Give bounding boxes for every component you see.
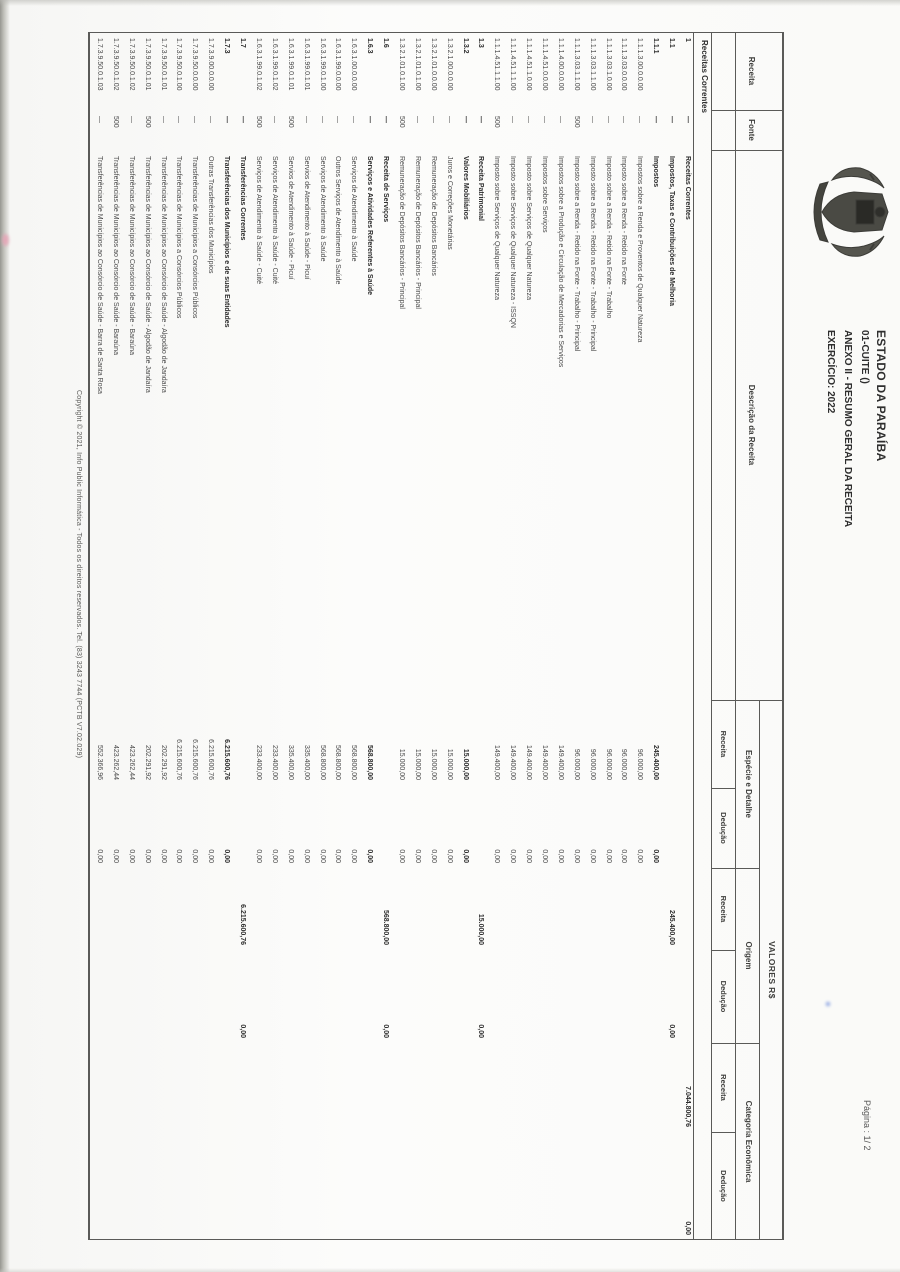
row-description: Transferências de Municípios a Consórcios Públicos	[191, 156, 199, 319]
blue-ink-speck	[826, 1002, 830, 1006]
doc-title-anexo: ANEXO II - RESUMO GERAL DA RECEITA	[842, 330, 853, 528]
row-fonte: 500	[143, 116, 151, 128]
row-especie-deducao: 0,00	[525, 849, 533, 863]
row-especie-receita: 15.000,00	[445, 748, 453, 780]
scan-edge-shadow-left	[0, 0, 900, 6]
leaf-header-ori-receita: Receita	[719, 895, 728, 923]
row-especie-deducao: 0,00	[159, 849, 167, 863]
row-code: 1.6.3	[366, 38, 374, 54]
row-fonte: —	[191, 116, 199, 123]
table-row	[583, 32, 599, 1240]
table-row	[662, 32, 678, 1240]
row-code: 1.1.1.4.51.1.1.00	[493, 38, 501, 91]
row-fonte: 500	[397, 116, 405, 128]
row-especie-receita: 6.215.600,76	[175, 739, 183, 780]
row-code: 1.1.1.3.03.1.1.00	[572, 38, 580, 91]
row-description: Receita de Serviços	[382, 156, 390, 223]
row-code: 1.6.3.1.99.0.1.01	[286, 38, 294, 91]
table-row	[170, 32, 186, 1240]
table-row	[217, 32, 233, 1240]
row-fonte: —	[270, 116, 278, 123]
rule-under-groups	[735, 32, 736, 1240]
row-especie-deducao: 0,00	[620, 849, 628, 863]
doc-title-estado: ESTADO DA PARAÍBA	[874, 330, 888, 462]
row-especie-receita: 149.400,00	[556, 744, 564, 780]
row-description: Transferências dos Municípios e de suas Entidades	[223, 156, 231, 328]
row-fonte: —	[588, 116, 596, 123]
row-fonte: —	[127, 116, 135, 123]
group-header-especie: Espécie e Detalhe	[744, 749, 753, 819]
table-row	[360, 32, 376, 1240]
leaf-header-cat-receita: Receita	[719, 1074, 728, 1101]
row-fonte: —	[525, 116, 533, 123]
row-fonte: —	[207, 116, 215, 123]
doc-title-exercicio: EXERCÍCIO: 2022	[825, 330, 836, 414]
section-label: Receitas Correntes	[700, 40, 709, 113]
row-code: 1.6.3.1.00.0.0.00	[350, 38, 358, 91]
row-description: Outros Serviços de Atendimento à Saúde	[334, 156, 342, 285]
table-row	[472, 32, 488, 1240]
row-fonte: —	[413, 116, 421, 123]
row-especie-deducao: 0,00	[350, 849, 358, 863]
table-row	[519, 32, 535, 1240]
table-row	[503, 32, 519, 1240]
row-especie-receita: 6.215.600,76	[223, 739, 231, 780]
row-especie-deducao: 0,00	[413, 849, 421, 863]
row-fonte: —	[318, 116, 326, 123]
row-description: Juros e Correções Monetárias	[445, 156, 453, 250]
row-especie-receita: 423.262,44	[127, 744, 135, 780]
table-row	[329, 32, 345, 1240]
row-especie-deducao: 0,00	[111, 849, 119, 863]
row-especie-deducao: 0,00	[334, 849, 342, 863]
row-origem-receita: 245.400,00	[668, 909, 676, 945]
row-fonte: 500	[286, 116, 294, 128]
row-especie-deducao: 0,00	[509, 849, 517, 863]
row-especie-receita: 568.800,00	[350, 744, 358, 780]
col-header-fonte: Fonte	[747, 119, 756, 141]
row-fonte: —	[636, 116, 644, 123]
row-especie-receita: 423.262,44	[111, 744, 119, 780]
row-code: 1.7.3.9.50.0.1.02	[111, 38, 119, 91]
row-code: 1.3.2.1.00.0.0.00	[445, 38, 453, 91]
row-fonte: —	[429, 116, 437, 123]
page-number: Página : 1/ 2	[862, 1100, 872, 1151]
table-row	[551, 32, 567, 1240]
table-row	[567, 32, 583, 1240]
row-code: 1.7.3.9.50.0.1.01	[143, 38, 151, 91]
row-especie-receita: 149.400,00	[493, 744, 501, 780]
table-row	[487, 32, 503, 1240]
leaf-header-cat-deducao: Dedução	[719, 1170, 728, 1202]
table-row	[599, 32, 615, 1240]
row-code: 1.7	[239, 38, 247, 48]
row-code: 1.3.2.1.01.0.1.00	[397, 38, 405, 91]
row-especie-deducao: 0,00	[207, 849, 215, 863]
row-description: Impostos sobre a Produção e Circulação de Mercadorias e Serviços	[556, 156, 564, 368]
row-especie-receita: 149.400,00	[509, 744, 517, 780]
table-row	[376, 32, 392, 1240]
scan-edge-shadow-right	[0, 1268, 900, 1272]
row-origem-receita: 6.215.600,76	[239, 904, 247, 945]
row-especie-receita: 233.400,00	[254, 744, 262, 780]
row-description: Impostos	[652, 156, 660, 188]
row-fonte: —	[382, 116, 390, 123]
row-fonte: 500	[572, 116, 580, 128]
leaf-header-esp-receita: Receita	[719, 730, 728, 758]
row-especie-deducao: 0,00	[191, 849, 199, 863]
row-especie-receita: 149.400,00	[525, 744, 533, 780]
row-fonte: —	[668, 116, 676, 123]
row-description: Outras Transferências dos Municípios	[207, 156, 215, 274]
rule-under-valores	[759, 700, 760, 1240]
coat-of-arms-logo	[812, 152, 894, 272]
row-especie-receita: 245.400,00	[652, 744, 660, 780]
table-row	[344, 32, 360, 1240]
row-code: 1.3.2.1.01.0.0.00	[429, 38, 437, 91]
row-especie-deducao: 0,00	[588, 849, 596, 863]
row-fonte: —	[445, 116, 453, 123]
row-especie-receita: 15.000,00	[429, 748, 437, 780]
row-description: Imposto sobre a Renda - Retido na Fonte	[620, 156, 628, 285]
table-row	[408, 32, 424, 1240]
row-especie-receita: 15.000,00	[461, 748, 469, 780]
row-description: Impostos sobre a Renda e Proventos de Qualquer Natureza	[636, 156, 644, 343]
row-fonte: —	[175, 116, 183, 123]
row-code: 1.6.3.1.99.0.0.00	[334, 38, 342, 91]
col-group-valores: VALORES R$	[767, 941, 777, 999]
row-especie-deducao: 0,00	[429, 849, 437, 863]
row-fonte: 500	[493, 116, 501, 128]
table-row	[630, 32, 646, 1240]
table-row	[249, 32, 265, 1240]
section-band	[694, 32, 712, 1240]
copyright-footer: Copyright © 2021, Info Public Informática - Todos os direitos reservados. Tel. (83) 3243 7744 (PCTB V7.02.029)	[75, 390, 82, 759]
row-code: 1.3.2.1.01.0.1.00	[413, 38, 421, 91]
row-especie-deducao: 0,00	[318, 849, 326, 863]
row-code: 1.1.1.4.00.0.0.00	[556, 38, 564, 91]
row-fonte: —	[540, 116, 548, 123]
row-description: Serviços de Atendimento à Saúde - Cuité	[254, 156, 262, 285]
row-code: 1.1.1.4.51.0.0.00	[540, 38, 548, 91]
row-code: 1.7.3.9.50.0.1.00	[175, 38, 183, 91]
table-row	[313, 32, 329, 1240]
row-description: Servios de Atendimento à Saúde - Picuí	[302, 156, 310, 280]
table-row	[201, 32, 217, 1240]
row-especie-receita: 96.000,00	[572, 748, 580, 780]
row-especie-deducao: 0,00	[397, 849, 405, 863]
row-fonte: —	[302, 116, 310, 123]
row-description: Impostos sobre Serviços	[540, 156, 548, 233]
row-description: Servios de Atendimento à Saúde - Picuí	[286, 156, 294, 280]
table-row	[122, 32, 138, 1240]
row-especie-deducao: 0,00	[270, 849, 278, 863]
row-especie-receita: 335.400,00	[286, 744, 294, 780]
row-fonte: —	[96, 116, 104, 123]
row-fonte: —	[684, 116, 691, 123]
row-especie-receita: 202.291,92	[159, 744, 167, 780]
row-code: 1.1.1.3.03.1.1.00	[588, 38, 596, 91]
row-code: 1.6.3.1.99.0.1.00	[318, 38, 326, 91]
row-description: Transferências de Municípios a Consórcios Públicos	[175, 156, 183, 319]
group-header-origem: Origem	[744, 941, 753, 970]
row-description: Serviços e Atividades Referentes à Saúde	[366, 156, 374, 296]
row-especie-deducao: 0,00	[223, 849, 231, 863]
row-especie-receita: 568.800,00	[334, 744, 342, 780]
row-description: Imposto sobre Serviços de Qualquer Natureza - ISSQN	[509, 156, 517, 328]
row-description: Transferências de Municípios ao Consórcio de Saúde - Algodão de Jandaíra	[159, 156, 167, 393]
row-fonte: 500	[111, 116, 119, 128]
row-origem-deducao: 0,00	[382, 1024, 390, 1038]
row-especie-deducao: 0,00	[636, 849, 644, 863]
row-fonte: —	[366, 116, 374, 123]
row-especie-deducao: 0,00	[286, 849, 294, 863]
row-especie-receita: 96.000,00	[620, 748, 628, 780]
row-fonte: —	[652, 116, 660, 123]
row-categoria-receita: 7.044.800,76	[684, 1086, 691, 1127]
row-especie-receita: 6.215.600,76	[191, 739, 199, 780]
leaf-header-esp-deducao: Dedução	[719, 812, 728, 844]
col-header-descricao: Descrição da Receita	[747, 384, 756, 466]
row-especie-receita: 552.366,96	[96, 744, 104, 780]
leaf-header-ori-deducao: Dedução	[719, 980, 728, 1013]
row-especie-deducao: 0,00	[540, 849, 548, 863]
row-especie-receita: 96.000,00	[588, 748, 596, 780]
table-row	[138, 32, 154, 1240]
row-especie-deducao: 0,00	[604, 849, 612, 863]
row-code: 1.1.1.4.51.1.0.00	[525, 38, 533, 91]
table-row	[646, 32, 662, 1240]
table-row	[535, 32, 551, 1240]
row-description: Imposto sobre a Renda - Retido na Fonte - Trabalho - Principal	[572, 156, 580, 352]
row-especie-deducao: 0,00	[556, 849, 564, 863]
row-fonte: —	[239, 116, 247, 123]
row-description: Imposto sobre a Renda - Retido na Fonte - Trabalho - Principal	[588, 156, 596, 352]
row-especie-deducao: 0,00	[254, 849, 262, 863]
row-code: 1.3.2	[461, 38, 469, 54]
row-description: Valores Mobiliários	[461, 156, 469, 220]
row-code: 1.6	[382, 38, 390, 48]
row-origem-receita: 568.800,00	[382, 909, 390, 945]
row-fonte: —	[477, 116, 485, 123]
row-code: 1.7.3.9.50.0.1.02	[127, 38, 135, 91]
row-especie-receita: 335.400,00	[302, 744, 310, 780]
row-fonte: —	[461, 116, 469, 123]
row-especie-deducao: 0,00	[652, 849, 660, 863]
table-row	[90, 32, 106, 1240]
revenue-table	[88, 32, 784, 1240]
row-origem-deducao: 0,00	[239, 1024, 247, 1038]
row-description: Serviços de Atendimento à Saúde	[350, 156, 358, 262]
row-especie-receita: 96.000,00	[604, 748, 612, 780]
row-description: Transferências de Municípios ao Consórcio de Saúde - Baraúna	[111, 156, 119, 355]
row-code: 1.7.3	[223, 38, 231, 54]
row-especie-deducao: 0,00	[175, 849, 183, 863]
table-rows	[90, 32, 694, 1240]
row-especie-receita: 568.800,00	[318, 744, 326, 780]
table-top-border	[782, 32, 784, 1240]
row-origem-receita: 15.000,00	[477, 913, 485, 945]
row-code: 1.1.1	[652, 38, 660, 54]
row-especie-receita: 6.215.600,76	[207, 739, 215, 780]
table-row	[392, 32, 408, 1240]
row-code: 1.6.3.1.99.0.1.02	[254, 38, 262, 91]
table-row	[615, 32, 631, 1240]
col-header-receita: Receita	[747, 56, 756, 86]
row-description: Imposto sobre Serviços de Qualquer Natureza	[493, 156, 501, 300]
row-code: 1.1.1.4.51.1.1.00	[509, 38, 517, 91]
row-code: 1.6.3.1.99.0.1.01	[302, 38, 310, 91]
row-code: 1	[684, 38, 691, 42]
row-description: Transferências Correntes	[239, 156, 247, 241]
row-especie-receita: 149.400,00	[540, 744, 548, 780]
row-fonte: —	[509, 116, 517, 123]
row-origem-deducao: 0,00	[477, 1024, 485, 1038]
row-code: 1.1.1.3.03.1.0.00	[604, 38, 612, 91]
row-fonte: —	[350, 116, 358, 123]
row-especie-receita: 202.291,92	[143, 744, 151, 780]
row-especie-receita: 568.800,00	[366, 744, 374, 780]
row-description: Transferências de Municípios ao Consórcio de Saúde - Algodão de Jandaíra	[143, 156, 151, 393]
row-code: 1.1.1.3.03.0.0.00	[620, 38, 628, 91]
table-row	[424, 32, 440, 1240]
row-description: Serviços de Atendimento à Saúde	[318, 156, 326, 262]
doc-title-entidade: 01-CUITE ()	[859, 330, 870, 384]
table-row	[440, 32, 456, 1240]
row-description: Transferências de Municípios ao Consórcio de Saúde - Barra de Santa Rosa	[96, 156, 104, 394]
row-code: 1.6.3.1.99.0.1.02	[270, 38, 278, 91]
row-fonte: —	[159, 116, 167, 123]
row-especie-deducao: 0,00	[302, 849, 310, 863]
row-description: Imposto sobre Serviços de Qualquer Natureza	[525, 156, 533, 300]
row-fonte: —	[334, 116, 342, 123]
row-description: Receitas Correntes	[684, 156, 691, 220]
row-description: Transferências de Municípios ao Consórcio de Saúde - Baraúna	[127, 156, 135, 355]
row-code: 1.7.3.9.00.0.0.00	[207, 38, 215, 91]
row-especie-receita: 96.000,00	[636, 748, 644, 780]
row-code: 1.1	[668, 38, 676, 48]
table-row	[106, 32, 122, 1240]
table-row	[233, 32, 249, 1240]
row-description: Remuneração de Depósitos Bancários - Principal	[397, 156, 405, 309]
row-origem-deducao: 0,00	[668, 1024, 676, 1038]
row-fonte: —	[223, 116, 231, 123]
row-especie-deducao: 0,00	[445, 849, 453, 863]
row-description: Serviços de Atendimento à Saúde - Cuité	[270, 156, 278, 285]
row-especie-deducao: 0,00	[493, 849, 501, 863]
table-row	[265, 32, 281, 1240]
table-row	[297, 32, 313, 1240]
row-especie-deducao: 0,00	[366, 849, 374, 863]
row-description: Remuneração de Depósitos Bancários	[429, 156, 437, 276]
row-code: 1.7.3.9.50.0.1.01	[159, 38, 167, 91]
pink-ink-smudge	[2, 234, 9, 246]
row-especie-deducao: 0,00	[572, 849, 580, 863]
table-row	[678, 32, 694, 1240]
group-header-categoria: Categoria Econômica	[744, 1100, 753, 1183]
row-especie-deducao: 0,00	[127, 849, 135, 863]
row-fonte: —	[620, 116, 628, 123]
row-code: 1.7.3.9.50.0.0.00	[191, 38, 199, 91]
row-description: Receita Patrimonial	[477, 156, 485, 221]
table-row	[456, 32, 472, 1240]
row-description: Impostos, Taxas e Contribuições de Melhoria	[668, 156, 676, 307]
row-description: Imposto sobre a Renda - Retido na Fonte - Trabalho	[604, 156, 612, 319]
row-categoria-deducao: 0,00	[684, 1221, 691, 1235]
row-code: 1.7.3.9.50.0.1.03	[96, 38, 104, 91]
row-code: 1.3	[477, 38, 485, 48]
row-description: Remuneração de Depósitos Bancários - Principal	[413, 156, 421, 309]
table-row	[154, 32, 170, 1240]
table-row	[281, 32, 297, 1240]
row-fonte: —	[556, 116, 564, 123]
row-especie-deducao: 0,00	[143, 849, 151, 863]
row-especie-receita: 15.000,00	[397, 748, 405, 780]
row-especie-receita: 233.400,00	[270, 744, 278, 780]
row-especie-deducao: 0,00	[96, 849, 104, 863]
table-row	[186, 32, 202, 1240]
row-especie-receita: 15.000,00	[413, 748, 421, 780]
row-especie-deducao: 0,00	[461, 849, 469, 863]
row-fonte: —	[604, 116, 612, 123]
scan-edge-shadow	[0, 0, 10, 1272]
row-fonte: 500	[254, 116, 262, 128]
row-code: 1.1.1.3.00.0.0.00	[636, 38, 644, 91]
